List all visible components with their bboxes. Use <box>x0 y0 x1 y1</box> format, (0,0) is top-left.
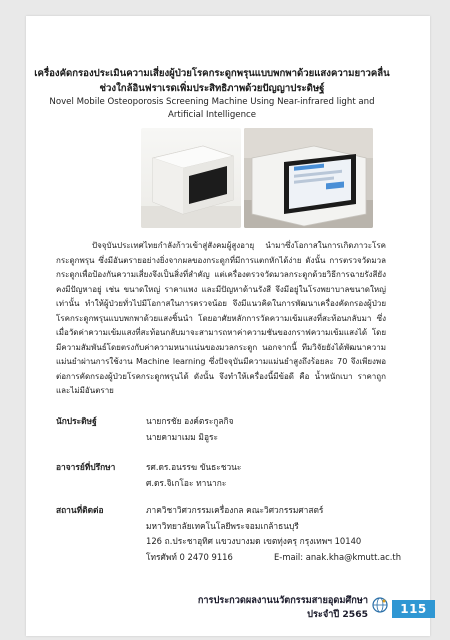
advisors-label: อาจารย์ที่ปรึกษา <box>56 462 116 472</box>
researchers-label: นักประดิษฐ์ <box>56 416 97 426</box>
researcher-name: นายกรชัย องค์ตระกูลกิจ <box>146 416 234 426</box>
page-number-badge: 115 <box>392 600 435 618</box>
researcher-name: นายคามาเมม มิอูระ <box>146 431 218 442</box>
device-photo-right <box>244 128 373 228</box>
advisor-name: รศ.ดร.อนรรฆ ขันธะชวนะ <box>146 462 242 472</box>
title-english: Novel Mobile Osteoporosis Screening Machine Using Near-infrared light and Artificial Intelligence <box>49 97 375 120</box>
globe-logo-icon <box>372 597 388 613</box>
advisor-name: ศ.ดร.จิเกโอะ ทานากะ <box>146 477 227 488</box>
contact-line: ภาควิชาวิศวกรรมเครื่องกล คณะวิศวกรรมศาสตร์ <box>146 505 324 515</box>
device-illustration-right <box>244 128 373 228</box>
contact-line: 126 ถ.ประชาอุทิศ แขวงบางมด เขตทุ่งครุ กรุงเทพฯ 10140 <box>146 536 362 546</box>
footer-line-2: ประจำปี 2565 <box>307 609 368 620</box>
contact-label: สถานที่ติดต่อ <box>56 505 104 515</box>
contact-email: E-mail: anak.kha@kmutt.ac.th <box>274 551 402 562</box>
description-paragraph: ปัจจุบันประเทศไทยกำลังก้าวเข้าสู่สังคมผู้สูงอายุ นำมาซึ่งโอกาสในการเกิดภาวะโรคกระดูกพรุน ซึ่งมีอันตรายอย่างยิ่งจากผลของกระดูกที่มีการแตกหักได้ง่าย ดังนั้น การตรวจวัดมวลกระดูกเพื่อป้องกันความเสี่ยงจึงเป็นสิ่งที่สำคัญ แต่เครื่องตรวจวัดมวลกระดูกด้วยวิธีการฉายรังสียังคงมีปัญหาอยู่ เช่น ขนาดใหญ่ ราคาแพง และมีปัญหาด้านรังสี จึงมีอยู่ในโรงพยาบาลขนาดใหญ่เท่านั้น ทำให้ผู้ป่วยทั่วไปมีโอกาสในการตรวจน้อย จึงมีแนวคิดในการพัฒนาเครื่องคัดกรองผู้ป่วยโรคกระดูกพรุนแบบพกพาด้วยแสงชิ้นนำ โดยอาศัยหลักการวัดความเข้มแสงที่สะท้อนกลับมา ซึ่งเมื่อวัดค่าความเข้มแสงที่สะท้อนกลับมาจะสามารถหาค่าความชันของกราฟความเข้มแสงได้ โดยมีความสัมพันธ์โดยตรงกับค่าความหนาแน่นของมวลกระดูก นอกจากนี้ ทีมวิจัยยังได้พัฒนาความแม่นยำผ่านการใช้งาน Machine learning ซึ่งปัจจุบันมีความแม่นยำสูงถึงร้อยละ 70 จึงเพียงพอต่อการคัดกรองผู้ป่วยโรคกระดูกพรุนได้ ดังนั้น จึงทำให้เครื่องนี้มีข้อดี คือ น้ำหนักเบา ราคาถูก และไม่มีอันตราย <box>56 241 386 395</box>
device-photo-left <box>141 128 241 228</box>
contact-phone: โทรศัพท์ 0 2470 9116 <box>146 551 233 562</box>
contact-line: มหาวิทยาลัยเทคโนโลยีพระจอมเกล้าธนบุรี <box>146 520 299 531</box>
title-thai: เครื่องคัดกรองประเมินความเสี่ยงผู้ป่วยโรคกระดูกพรุนแบบพกพาด้วยแสงความยาวคลื่นช่วงใกล้อินฟราเรดเพิ่มประสิทธิภาพด้วยปัญญาประดิษฐ์ <box>34 68 390 94</box>
footer-title <box>198 594 368 622</box>
device-illustration-left <box>141 128 241 228</box>
footer-line-1: การประกวดผลงานนวัตกรรมสายอุดมศึกษา <box>197 595 368 606</box>
